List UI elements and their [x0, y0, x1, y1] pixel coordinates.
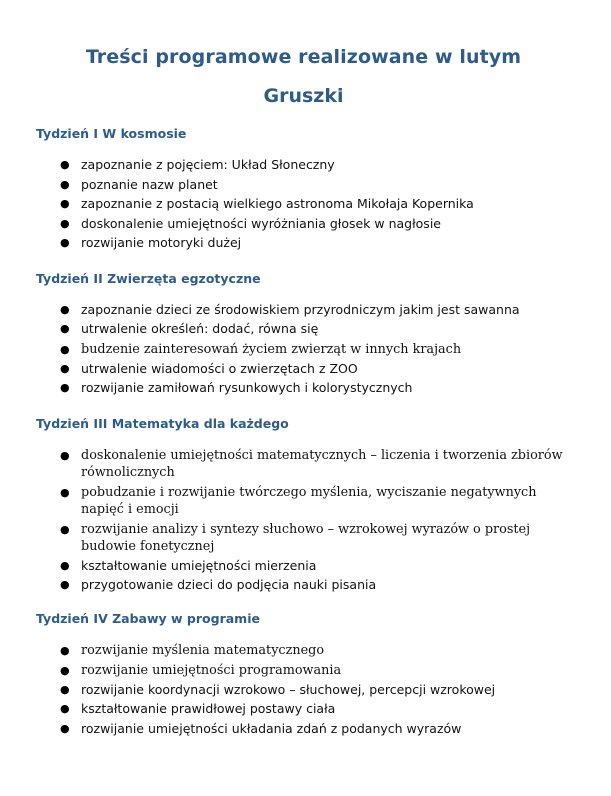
bullet-icon: ●: [60, 522, 70, 536]
bullet-icon: ●: [60, 361, 70, 375]
week-heading: Tydzień I W kosmosie: [36, 126, 187, 141]
list-item: ● rozwijanie koordynacji wzrokowo – słuchowej, percepcji wzrokowej: [36, 680, 571, 700]
bullet-icon: ●: [60, 216, 70, 230]
list-item: ● zapoznanie z postacią wielkiego astronoma Mikołaja Kopernika: [36, 194, 571, 214]
list-item: ● kształtowanie umiejętności mierzenia: [36, 556, 571, 576]
bullet-icon: ●: [60, 197, 70, 210]
bullet-icon: ●: [60, 177, 70, 191]
week-item-list: [36, 300, 571, 398]
week-item-list: [36, 155, 571, 253]
list-item: ● doskonalenie umiejętności matematycznych – liczenia i tworzenia zbiorów równolicznych: [36, 445, 571, 482]
bullet-icon: ●: [60, 702, 70, 715]
bullet-icon: ●: [60, 322, 70, 335]
list-item: ● rozwijanie zamiłowań rysunkowych i kolorystycznych: [36, 378, 571, 398]
list-item: ● rozwijanie umiejętności układania zdań z podanych wyrazów: [36, 719, 571, 739]
bullet-icon: ●: [60, 643, 70, 657]
page-title: Treści programowe realizowane w lutym: [85, 46, 522, 68]
list-item: ● utrwalenie określeń: dodać, równa się: [36, 319, 571, 339]
bullet-icon: ●: [60, 448, 70, 462]
bullet-icon: ●: [60, 663, 70, 677]
group-name: Gruszki: [263, 85, 344, 107]
bullet-icon: ●: [60, 302, 70, 316]
bullet-icon: ●: [60, 721, 70, 735]
list-item: ● rozwijanie myślenia matematycznego: [36, 640, 571, 660]
week-item-list: [36, 640, 571, 739]
bullet-icon: ●: [60, 342, 70, 356]
list-item: ● poznanie nazw planet: [36, 175, 571, 195]
week-section-3: [36, 415, 571, 595]
list-item: ● kształtowanie prawidłowej postawy ciała: [36, 699, 571, 719]
list-item: ● zapoznanie dzieci ze środowiskiem przyrodniczym jakim jest sawanna: [36, 300, 571, 320]
list-item: ● budzenie zainteresowań życiem zwierząt w innych krajach: [36, 339, 571, 359]
list-item: ● pobudzanie i rozwijanie twórczego myślenia, wyciszanie negatywnych napięć i emocji: [36, 482, 571, 519]
list-item: ● zapoznanie z pojęciem: Układ Słoneczny: [36, 155, 571, 175]
bullet-icon: ●: [60, 236, 70, 249]
bullet-icon: ●: [60, 578, 70, 591]
week-heading: Tydzień II Zwierzęta egzotyczne: [36, 270, 261, 286]
week-section-4: [36, 610, 571, 739]
list-item: ● rozwijanie umiejętności programowania: [36, 660, 571, 680]
list-item: ● przygotowanie dzieci do podjęcia nauki pisania: [36, 575, 571, 595]
bullet-icon: ●: [60, 485, 70, 499]
bullet-icon: ●: [60, 158, 70, 171]
week-section-1: [36, 125, 571, 253]
week-heading: Tydzień III Matematyka dla każdego: [36, 415, 289, 431]
bullet-icon: ●: [60, 381, 70, 394]
bullet-icon: ●: [60, 558, 70, 572]
week-item-list: [36, 445, 571, 595]
list-item: ● doskonalenie umiejętności wyróżniania głosek w nagłosie: [36, 214, 571, 234]
bullet-icon: ●: [60, 682, 70, 696]
week-heading: Tydzień IV Zabawy w programie: [36, 610, 260, 626]
list-item: ● rozwijanie analizy i syntezy słuchowo – wzrokowej wyrazów o prostej budowie fonetycznej: [36, 519, 571, 556]
list-item: ● rozwijanie motoryki dużej: [36, 233, 571, 253]
week-section-2: [36, 270, 571, 398]
list-item: ● utrwalenie wiadomości o zwierzętach z ZOO: [36, 359, 571, 379]
